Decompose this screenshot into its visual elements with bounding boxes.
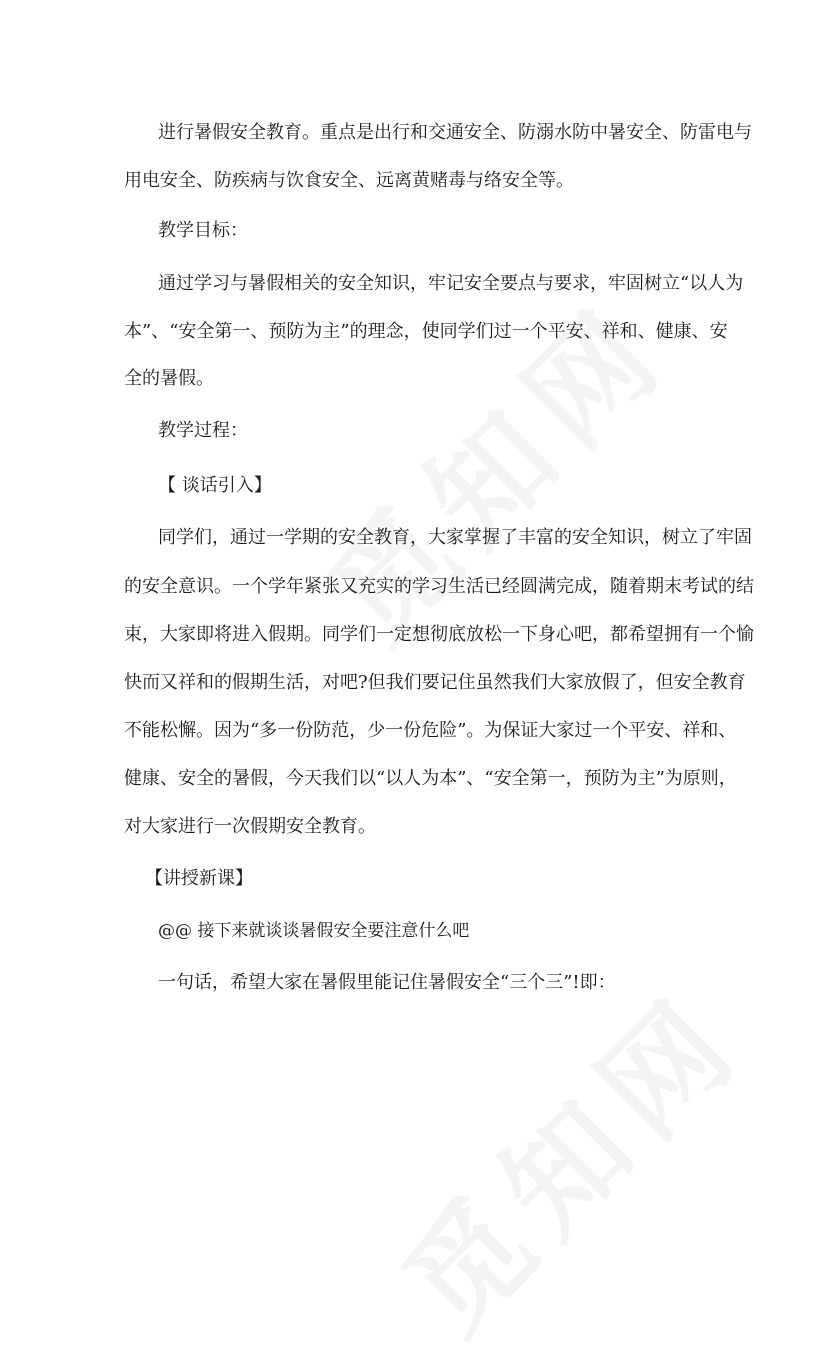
paragraph-line <box>0 624 830 646</box>
watermark <box>360 949 774 1363</box>
paragraph-line <box>0 321 830 343</box>
heading-text: 教学过程： <box>158 420 248 441</box>
section-title-text: 【讲授新课】 <box>145 868 253 889</box>
paragraph-line <box>0 972 830 994</box>
paragraph-line <box>0 768 830 790</box>
text-line: @@ 接下来就谈谈暑假安全要注意什么吧 <box>158 921 470 941</box>
text-line: 同学们，通过一学期的安全教育，大家掌握了丰富的安全知识，树立了牢固 <box>158 527 752 548</box>
text-line: 健康、安全的暑假，今天我们以“以人为本”、“安全第一，预防为主”为原则， <box>124 768 737 789</box>
paragraph-line <box>0 122 830 144</box>
paragraph-line <box>0 672 830 694</box>
text-line: 全的暑假。 <box>124 368 214 389</box>
text-line: 的安全意识。一个学年紧张又充实的学习生活已经圆满完成，随着期末考试的结 <box>124 576 754 597</box>
text-line: 本”、“安全第一、预防为主”的理念，使同学们过一个平安、祥和、健康、安 <box>124 321 728 342</box>
text-line: 一句话，希望大家在暑假里能记住暑假安全“三个三”!即： <box>158 972 616 993</box>
paragraph-line <box>0 368 830 390</box>
paragraph-line <box>0 527 830 549</box>
paragraph-line <box>0 576 830 598</box>
heading-text: 教学目标： <box>158 220 248 241</box>
point-line <box>0 920 830 942</box>
text-line: 进行暑假安全教育。重点是出行和交通安全、防溺水防中暑安全、防雷电与 <box>158 122 752 143</box>
text-line: 用电安全、防疾病与饮食安全、远离黄赌毒与络安全等。 <box>124 170 574 191</box>
text-line: 束，大家即将进入假期。同学们一定想彻底放松一下身心吧，都希望拥有一个愉 <box>124 624 754 645</box>
text-line: 不能松懈。因为“多一份防范，少一份危险”。为保证大家过一个平安、祥和、 <box>124 720 737 741</box>
text-line: 快而又祥和的假期生活，对吧?但我们要记住虽然我们大家放假了，但安全教育 <box>124 672 746 693</box>
paragraph-line <box>0 720 830 742</box>
paragraph-line <box>0 273 830 295</box>
section-title-text: 【 谈话引入】 <box>158 475 272 496</box>
section-title <box>0 868 830 890</box>
text-line: 对大家进行一次假期安全教育。 <box>124 816 376 837</box>
text-line: 通过学习与暑假相关的安全知识，牢记安全要点与要求，牢固树立“以人为 <box>158 273 744 294</box>
paragraph-line <box>0 170 830 192</box>
section-title <box>0 475 830 497</box>
paragraph-line <box>0 816 830 838</box>
section-heading <box>0 420 830 442</box>
section-heading <box>0 220 830 242</box>
